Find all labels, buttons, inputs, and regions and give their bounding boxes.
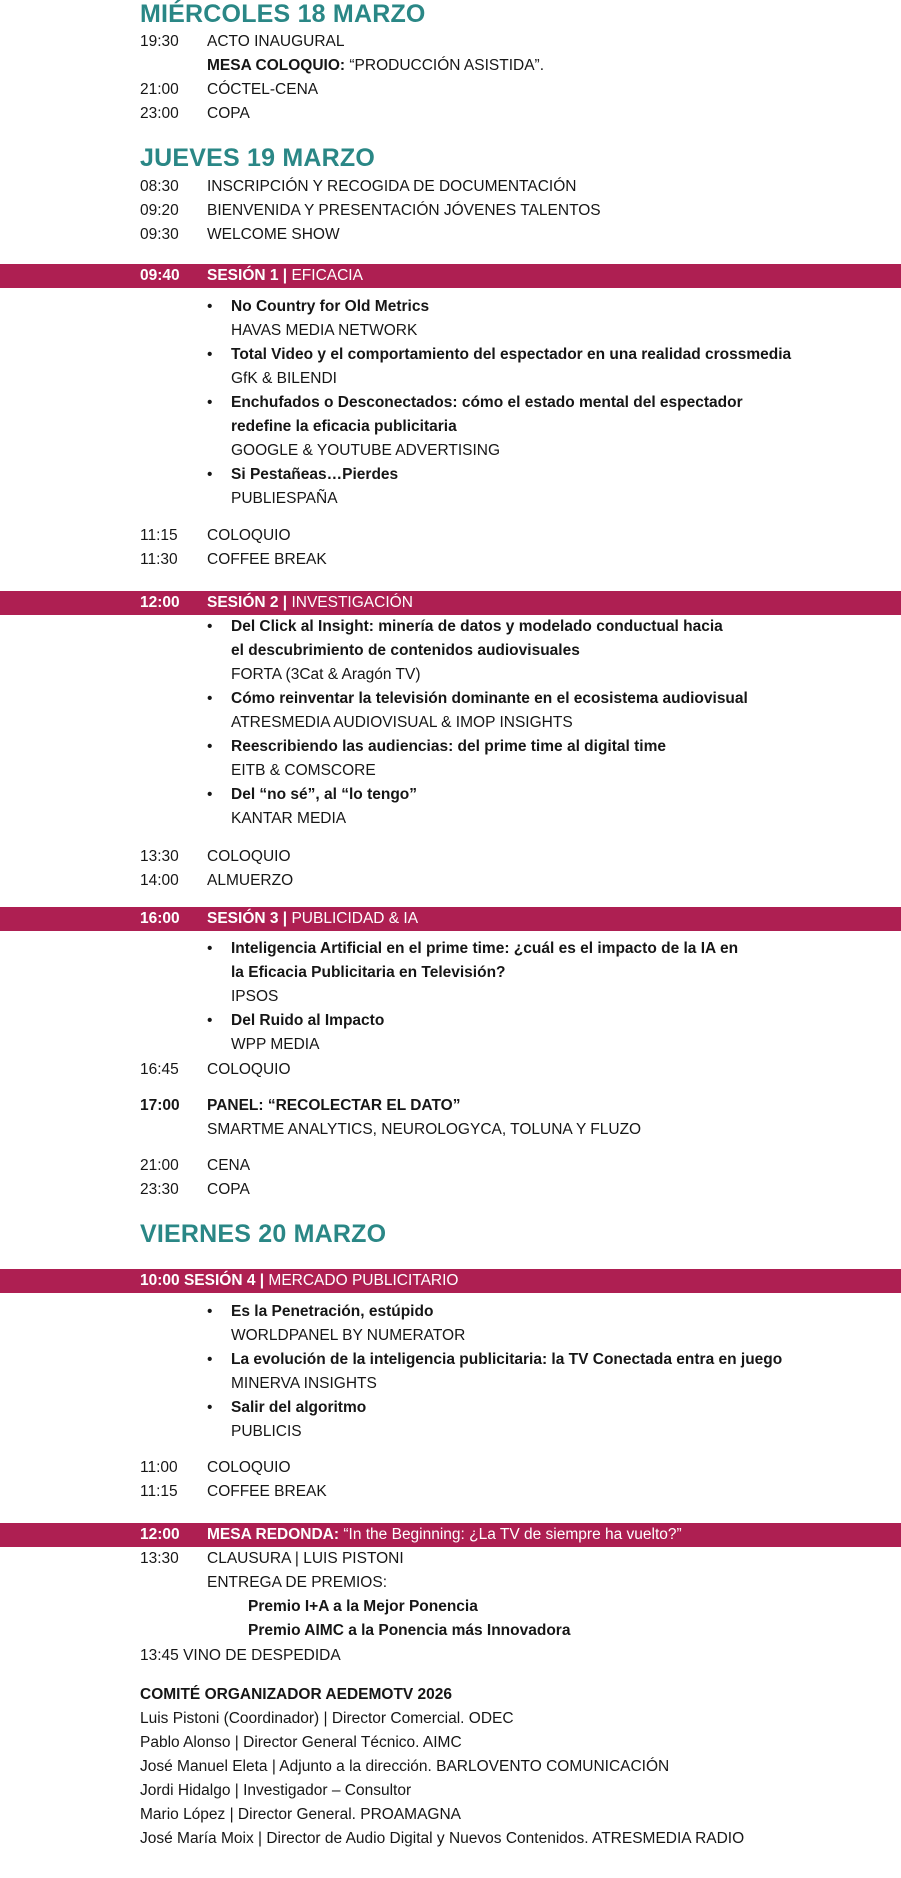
bullet: • <box>207 1399 213 1416</box>
talk-title: Es la Penetración, estúpido <box>231 1303 434 1320</box>
bullet: • <box>207 394 213 411</box>
time: 19:30 <box>140 33 179 50</box>
committee-member: José Manuel Eleta | Adjunto a la dirección. BARLOVENTO COMUNICACIÓN <box>140 1758 670 1775</box>
session-heading <box>140 1272 458 1290</box>
award-item: Premio AIMC a la Ponencia más Innovadora <box>248 1622 571 1639</box>
talk-org: EITB & COMSCORE <box>231 762 376 779</box>
talk-org: IPSOS <box>231 988 279 1005</box>
time: 23:30 <box>140 1181 179 1198</box>
session-bar-4 <box>0 1269 901 1293</box>
talk-title: Salir del algoritmo <box>231 1399 367 1416</box>
panel-title: PANEL: “RECOLECTAR EL DATO” <box>207 1097 461 1114</box>
talk-title-cont: la Eficacia Publicitaria en Televisión? <box>231 964 506 981</box>
time: 09:30 <box>140 226 179 243</box>
talk-org: GfK & BILENDI <box>231 370 337 387</box>
event-text: COLOQUIO <box>207 848 291 865</box>
session-time: 12:00 <box>140 594 180 611</box>
session-topic: MERCADO PUBLICITARIO <box>268 1272 459 1289</box>
time: 11:30 <box>140 551 178 568</box>
session-heading <box>207 910 418 928</box>
session-heading <box>207 267 363 285</box>
event-text: WELCOME SHOW <box>207 226 340 243</box>
event-label: MESA COLOQUIO: <box>207 57 346 74</box>
event-text: CENA <box>207 1157 251 1174</box>
talk-title: Inteligencia Artificial en el prime time: ¿cuál es el impacto de la IA en <box>231 940 739 957</box>
roundtable-topic: “In the Beginning: ¿La TV de siempre ha vuelto?” <box>339 1526 682 1543</box>
session-heading <box>207 594 413 612</box>
session-separator: | <box>278 594 292 611</box>
session-label: SESIÓN 4 <box>183 1272 256 1289</box>
talk-title: Cómo reinventar la televisión dominante en el ecosistema audiovisual <box>231 690 748 707</box>
roundtable-time: 12:00 <box>140 1526 180 1543</box>
event-text: ACTO INAUGURAL <box>207 33 345 50</box>
roundtable-heading <box>207 1526 682 1544</box>
session-bar-2 <box>0 591 901 615</box>
bullet: • <box>207 618 213 635</box>
session-label: SESIÓN 3 <box>207 910 279 927</box>
talk-title: Enchufados o Desconectados: cómo el estado mental del espectador <box>231 394 743 411</box>
talk-org: WPP MEDIA <box>231 1036 320 1053</box>
event-text: COLOQUIO <box>207 1061 291 1078</box>
session-separator: | <box>278 910 292 927</box>
time: 11:00 <box>140 1459 178 1476</box>
time: 11:15 <box>140 1483 178 1500</box>
time: 14:00 <box>140 872 179 889</box>
event-text: CÓCTEL-CENA <box>207 81 319 98</box>
talk-title: La evolución de la inteligencia publicitaria: la TV Conectada entra en juego <box>231 1351 783 1368</box>
talk-title: Del Click al Insight: minería de datos y modelado conductual hacia <box>231 618 723 635</box>
session-topic: EFICACIA <box>291 267 363 284</box>
session-time: 09:40 <box>140 267 180 284</box>
time: 13:30 <box>140 848 179 865</box>
time: 23:00 <box>140 105 179 122</box>
talk-title-cont: el descubrimiento de contenidos audiovisuales <box>231 642 580 659</box>
committee-member: Luis Pistoni (Coordinador) | Director Comercial. ODEC <box>140 1710 514 1727</box>
day-title-wednesday: MIÉRCOLES 18 MARZO <box>140 0 426 28</box>
event-text: COPA <box>207 105 250 122</box>
talk-title: Del “no sé”, al “lo tengo” <box>231 786 418 803</box>
talk-org: GOOGLE & YOUTUBE ADVERTISING <box>231 442 501 459</box>
time: 21:00 <box>140 1157 179 1174</box>
session-topic: INVESTIGACIÓN <box>291 594 413 611</box>
talk-org: PUBLICIS <box>231 1423 302 1440</box>
session-label: SESIÓN 1 <box>207 267 279 284</box>
panel-orgs: SMARTME ANALYTICS, NEUROLOGYCA, TOLUNA Y FLUZO <box>207 1121 642 1138</box>
roundtable-label: MESA REDONDA: <box>207 1526 340 1543</box>
time: 21:00 <box>140 81 179 98</box>
committee-member: José María Moix | Director de Audio Digital y Nuevos Contenidos. ATRESMEDIA RADIO <box>140 1830 745 1847</box>
bullet: • <box>207 298 213 315</box>
event-text: BIENVENIDA Y PRESENTACIÓN JÓVENES TALENTOS <box>207 202 601 219</box>
committee-title: COMITÉ ORGANIZADOR AEDEMOTV 2026 <box>140 1686 453 1703</box>
session-bar-3 <box>0 907 901 931</box>
event-text: COFFEE BREAK <box>207 1483 327 1500</box>
event-text <box>207 57 544 75</box>
event-text: ALMUERZO <box>207 872 294 889</box>
roundtable-bar <box>0 1523 901 1547</box>
committee-member: Jordi Hidalgo | Investigador – Consultor <box>140 1782 412 1799</box>
panel-time: 17:00 <box>140 1097 180 1114</box>
bullet: • <box>207 1351 213 1368</box>
talk-title: Total Video y el comportamiento del espectador en una realidad crossmedia <box>231 346 792 363</box>
session-bar-1 <box>0 264 901 288</box>
talk-title: Del Ruido al Impacto <box>231 1012 385 1029</box>
talk-org: PUBLIESPAÑA <box>231 490 338 507</box>
time: 09:20 <box>140 202 179 219</box>
event-text: COPA <box>207 1181 250 1198</box>
talk-org: ATRESMEDIA AUDIOVISUAL & IMOP INSIGHTS <box>231 714 573 731</box>
bullet: • <box>207 940 213 957</box>
time: 11:15 <box>140 527 178 544</box>
bullet: • <box>207 346 213 363</box>
event-text: CLAUSURA | LUIS PISTONI <box>207 1550 404 1567</box>
time: 16:45 <box>140 1061 179 1078</box>
talk-org: HAVAS MEDIA NETWORK <box>231 322 418 339</box>
day-title-thursday: JUEVES 19 MARZO <box>140 144 376 172</box>
event-text: COLOQUIO <box>207 527 291 544</box>
talk-title-cont: redefine la eficacia publicitaria <box>231 418 457 435</box>
committee-member: Pablo Alonso | Director General Técnico. AIMC <box>140 1734 462 1751</box>
awards-label: ENTREGA DE PREMIOS: <box>207 1574 388 1591</box>
session-separator: | <box>278 267 292 284</box>
talk-org: WORLDPANEL BY NUMERATOR <box>231 1327 466 1344</box>
event-text: INSCRIPCIÓN Y RECOGIDA DE DOCUMENTACIÓN <box>207 178 577 195</box>
day-title-friday: VIERNES 20 MARZO <box>140 1220 387 1248</box>
bullet: • <box>207 738 213 755</box>
time: 08:30 <box>140 178 179 195</box>
bullet: • <box>207 466 213 483</box>
session-time: 16:00 <box>140 910 180 927</box>
session-separator: | <box>255 1272 269 1289</box>
bullet: • <box>207 1012 213 1029</box>
farewell-text: 13:45 VINO DE DESPEDIDA <box>140 1647 341 1664</box>
time: 13:30 <box>140 1550 179 1567</box>
session-time: 10:00 <box>140 1272 180 1289</box>
bullet: • <box>207 690 213 707</box>
award-item: Premio I+A a la Mejor Ponencia <box>248 1598 478 1615</box>
bullet: • <box>207 786 213 803</box>
talk-org: KANTAR MEDIA <box>231 810 347 827</box>
talk-org: FORTA (3Cat & Aragón TV) <box>231 666 421 683</box>
event-text: COFFEE BREAK <box>207 551 327 568</box>
committee-member: Mario López | Director General. PROAMAGNA <box>140 1806 462 1823</box>
session-label: SESIÓN 2 <box>207 594 279 611</box>
talk-title: Si Pestañeas…Pierdes <box>231 466 399 483</box>
bullet: • <box>207 1303 213 1320</box>
session-topic: PUBLICIDAD & IA <box>291 910 419 927</box>
event-detail: “PRODUCCIÓN ASISTIDA”. <box>345 57 544 74</box>
talk-org: MINERVA INSIGHTS <box>231 1375 377 1392</box>
talk-title: No Country for Old Metrics <box>231 298 430 315</box>
event-text: COLOQUIO <box>207 1459 291 1476</box>
talk-title: Reescribiendo las audiencias: del prime time al digital time <box>231 738 666 755</box>
